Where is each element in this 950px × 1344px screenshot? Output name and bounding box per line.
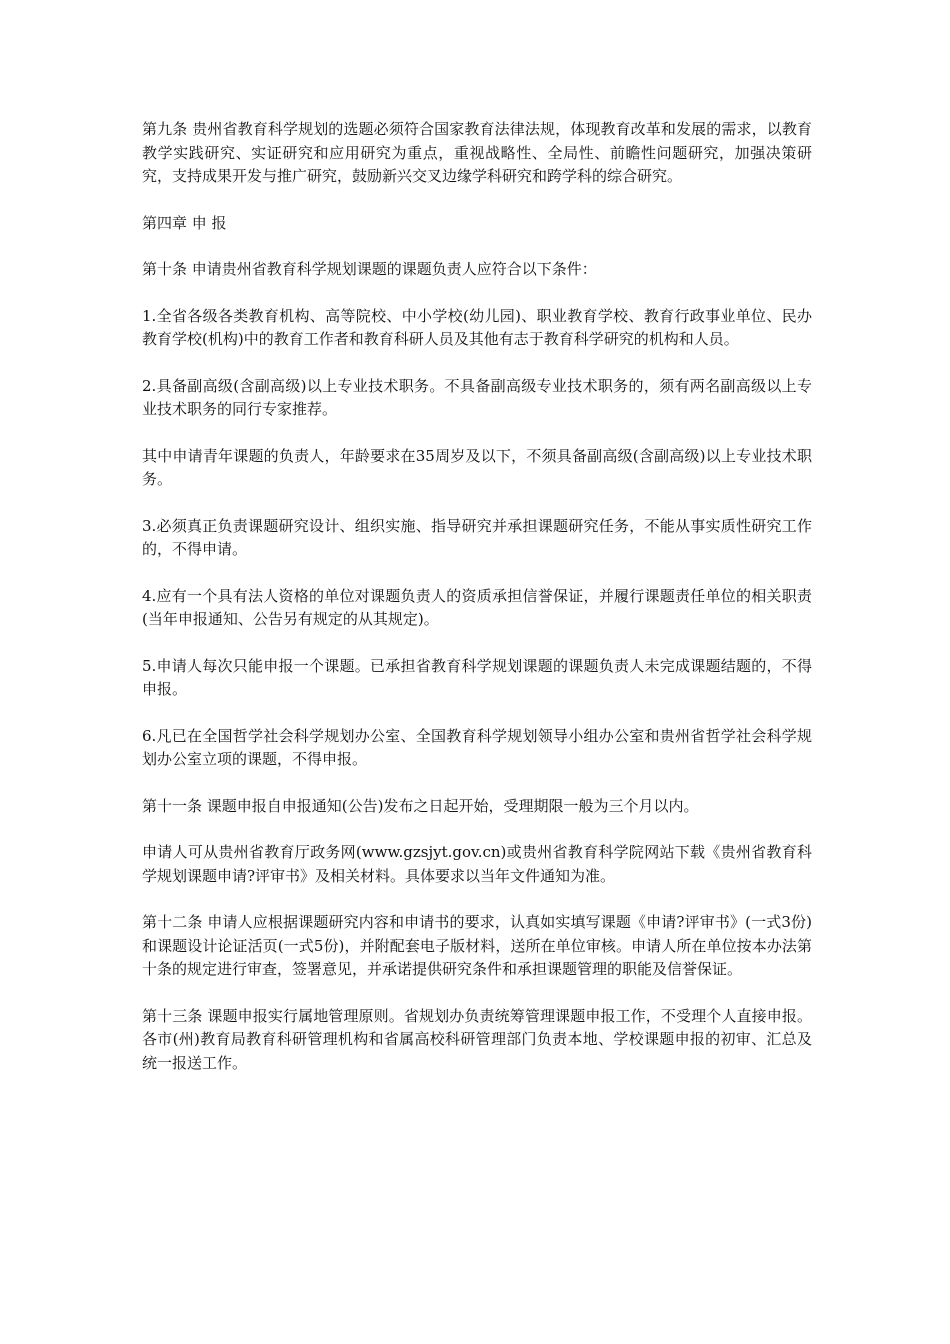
- document-body: [142, 118, 812, 1098]
- paragraph-article-13: 第十三条 课题申报实行属地管理原则。省规划办负责统筹管理课题申报工作，不受理个人直接申报。各市(州)教育局教育科研管理机构和省属高校科研管理部门负责本地、学校课题申报的初审、汇总及统一报送工作。: [142, 1006, 812, 1072]
- paragraph-youth-project: 其中申请青年课题的负责人，年龄要求在35周岁及以下，不须具备副高级(含副高级)以上专业技术职务。: [142, 446, 812, 488]
- paragraph-article-11: 第十一条 课题申报自申报通知(公告)发布之日起开始，受理期限一般为三个月以内。: [142, 796, 699, 815]
- paragraph-condition-6: 6.凡已在全国哲学社会科学规划办公室、全国教育科学规划领导小组办公室和贵州省哲学社会科学规划办公室立项的课题，不得申报。: [142, 726, 812, 768]
- paragraph-condition-1: 1.全省各级各类教育机构、高等院校、中小学校(幼儿园)、职业教育学校、教育行政事业单位、民办教育学校(机构)中的教育工作者和教育科研人员及其他有志于教育科学研究的机构和人员。: [142, 306, 812, 348]
- paragraph-condition-3: 3.必须真正负责课题研究设计、组织实施、指导研究并承担课题研究任务，不能从事实质性研究工作的，不得申请。: [142, 516, 812, 558]
- paragraph-article-10: 第十条 申请贵州省教育科学规划课题的课题负责人应符合以下条件：: [142, 260, 597, 278]
- paragraph-condition-2: 2.具备副高级(含副高级)以上专业技术职务。不具备副高级专业技术职务的，须有两名副高级以上专业技术职务的同行专家推荐。: [142, 376, 812, 418]
- paragraph-condition-5: 5.申请人每次只能申报一个课题。已承担省教育科学规划课题的课题负责人未完成课题结题的，不得申报。: [142, 656, 812, 698]
- paragraph-article-9: 第九条 贵州省教育科学规划的选题必须符合国家教育法律法规，体现教育改革和发展的需求，以教育教学实践研究、实证研究和应用研究为重点，重视战略性、全局性、前瞻性问题研究，加强决策研究，支持成果开发与推广研究，鼓励新兴交叉边缘学科研究和跨学科的综合研究。: [142, 120, 812, 185]
- chapter-4-heading: 第四章 申 报: [142, 213, 227, 232]
- paragraph-condition-4: 4.应有一个具有法人资格的单位对课题负责人的资质承担信誉保证，并履行课题责任单位的相关职责(当年申报通知、公告另有规定的从其规定)。: [142, 586, 812, 628]
- paragraph-download-info: 申请人可从贵州省教育厅政务网(www.gzsjyt.gov.cn)或贵州省教育科学院网站下载《贵州省教育科学规划课题申请?评审书》及相关材料。具体要求以当年文件通知为准。: [142, 843, 812, 885]
- paragraph-article-12: 第十二条 申请人应根据课题研究内容和申请书的要求，认真如实填写课题《申请?评审书》(一式3份)和课题设计论证活页(一式5份)，并附配套电子版材料，送所在单位审核。申请人所在单位按本办法第十条的规定进行审查，签署意见，并承诺提供研究条件和承担课题管理的职能及信誉保证。: [142, 913, 812, 978]
